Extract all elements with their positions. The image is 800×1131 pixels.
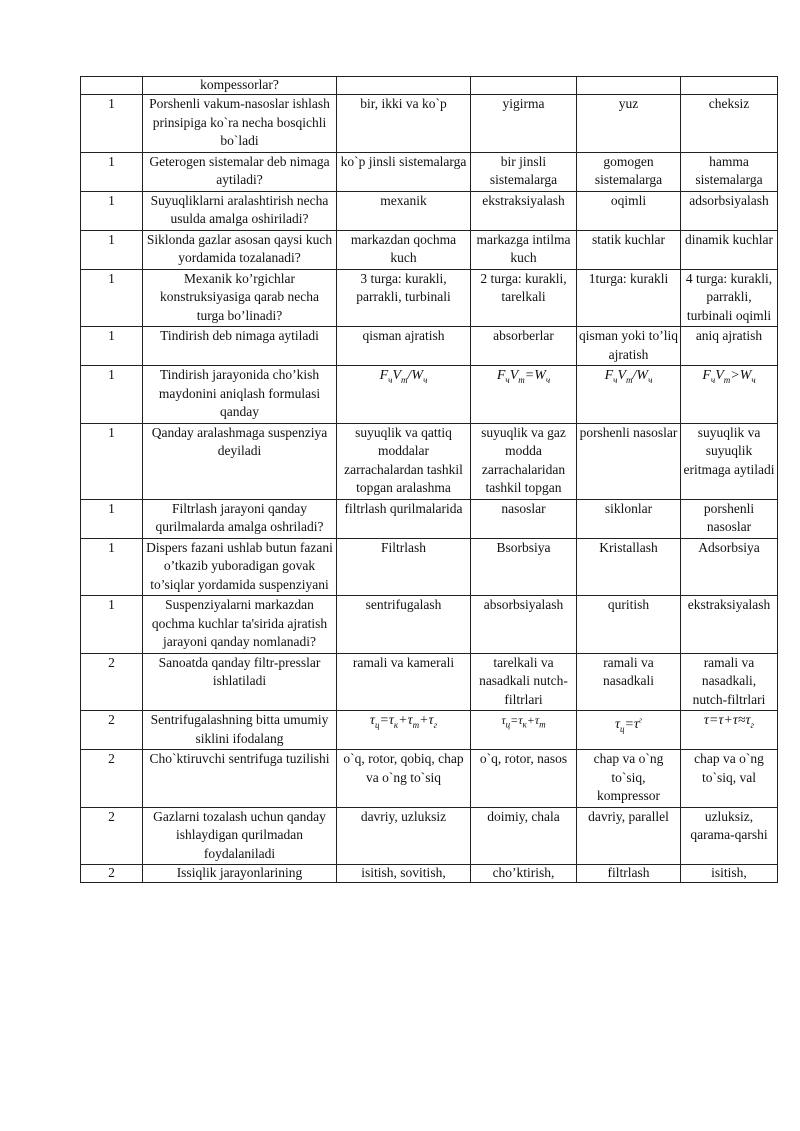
option-a-cell: 3 turga: kurakli, parrakli, turbinali: [337, 269, 471, 327]
table-row: [81, 191, 778, 230]
option-b-cell: cho’ktirish,: [471, 865, 577, 883]
option-d-cell: Adsorbsiya: [681, 538, 778, 596]
option-a-cell: qisman ajratish: [337, 327, 471, 366]
question-table: [80, 76, 778, 883]
option-d-cell: aniq ajratish: [681, 327, 778, 366]
option-c-formula: $F_чV_т/W_ч$: [577, 366, 681, 424]
table-row: [81, 366, 778, 424]
option-c-cell: 1turga: kurakli: [577, 269, 681, 327]
level-cell: 2: [81, 711, 143, 750]
table-row: [81, 596, 778, 654]
option-b-cell: absorbsiyalash: [471, 596, 577, 654]
option-b-cell: ekstraksiyalash: [471, 191, 577, 230]
option-d-cell: porshenli nasoslar: [681, 499, 778, 538]
level-cell: 1: [81, 538, 143, 596]
question-cell: Tindirish jarayonida cho’kish maydonini aniqlash formulasi qanday: [143, 366, 337, 424]
option-a-cell: davriy, uzluksiz: [337, 807, 471, 865]
level-cell: 2: [81, 807, 143, 865]
table-row: [81, 653, 778, 711]
option-a-formula: $\tau_ц=\tau_к+\tau_т+\tau_г$: [337, 711, 471, 750]
table-row: [81, 423, 778, 499]
question-cell: kompessorlar?: [143, 77, 337, 95]
level-cell: 1: [81, 327, 143, 366]
option-c-cell: [577, 77, 681, 95]
option-d-cell: dinamik kuchlar: [681, 230, 778, 269]
question-cell: Sentrifugalashning bitta umumiy siklini ifodalang: [143, 711, 337, 750]
question-cell: Gazlarni tozalash uchun qanday ishlaydigan qurilmadan foydalaniladi: [143, 807, 337, 865]
level-cell: 1: [81, 423, 143, 499]
option-c-cell: statik kuchlar: [577, 230, 681, 269]
option-b-cell: markazga intilma kuch: [471, 230, 577, 269]
option-c-cell: yuz: [577, 95, 681, 153]
option-c-cell: davriy, parallel: [577, 807, 681, 865]
level-cell: 2: [81, 865, 143, 883]
option-d-cell: ramali va nasadkali, nutch-filtrlari: [681, 653, 778, 711]
option-d-cell: uzluksiz, qarama-qarshi: [681, 807, 778, 865]
level-cell: 1: [81, 269, 143, 327]
option-d-cell: isitish,: [681, 865, 778, 883]
level-cell: 1: [81, 152, 143, 191]
option-d-cell: [681, 77, 778, 95]
option-d-cell: 4 turga: kurakli, parrakli, turbinali oqimli: [681, 269, 778, 327]
option-a-cell: mexanik: [337, 191, 471, 230]
option-a-cell: sentrifugalash: [337, 596, 471, 654]
table-row: [81, 77, 778, 95]
option-c-cell: filtrlash: [577, 865, 681, 883]
question-cell: Dispers fazani ushlab butun fazani o’tkazib yuboradigan govak to’siqlar yordamida suspenziyani: [143, 538, 337, 596]
option-c-cell: qisman yoki to’liq ajratish: [577, 327, 681, 366]
option-b-cell: doimiy, chala: [471, 807, 577, 865]
option-d-cell: hamma sistemalarga: [681, 152, 778, 191]
question-cell: Issiqlik jarayonlarining: [143, 865, 337, 883]
question-cell: Siklonda gazlar asosan qaysi kuch yordamida tozalanadi?: [143, 230, 337, 269]
question-cell: Sanoatda qanday filtr-presslar ishlatiladi: [143, 653, 337, 711]
question-cell: Qanday aralashmaga suspenziya deyiladi: [143, 423, 337, 499]
level-cell: 1: [81, 95, 143, 153]
option-b-formula: $F_чV_т=W_ч$: [471, 366, 577, 424]
option-b-cell: tarelkali va nasadkali nutch-filtrlari: [471, 653, 577, 711]
option-c-cell: chap va o`ng to`siq, kompressor: [577, 750, 681, 808]
question-cell: Tindirish deb nimaga aytiladi: [143, 327, 337, 366]
option-c-formula: $\tau_ц=\tau^г$: [577, 711, 681, 750]
table-row: [81, 152, 778, 191]
option-b-cell: yigirma: [471, 95, 577, 153]
level-cell: 1: [81, 499, 143, 538]
option-d-formula: $\tau=\tau+\tau\approx\tau_г$: [681, 711, 778, 750]
option-b-cell: [471, 77, 577, 95]
table-row: [81, 865, 778, 883]
option-d-cell: ekstraksiyalash: [681, 596, 778, 654]
table-row: [81, 230, 778, 269]
option-a-cell: isitish, sovitish,: [337, 865, 471, 883]
level-cell: 1: [81, 191, 143, 230]
option-b-cell: nasoslar: [471, 499, 577, 538]
option-a-cell: Filtrlash: [337, 538, 471, 596]
option-d-cell: suyuqlik va suyuqlik eritmaga aytiladi: [681, 423, 778, 499]
option-d-cell: chap va o`ng to`siq, val: [681, 750, 778, 808]
table-row: [81, 95, 778, 153]
option-b-cell: Bsorbsiya: [471, 538, 577, 596]
option-a-cell: [337, 77, 471, 95]
level-cell: 2: [81, 653, 143, 711]
table-row: [81, 327, 778, 366]
level-cell: 1: [81, 596, 143, 654]
table-row: [81, 711, 778, 750]
option-c-cell: gomogen sistemalarga: [577, 152, 681, 191]
option-b-cell: o`q, rotor, nasos: [471, 750, 577, 808]
option-a-cell: ramali va kamerali: [337, 653, 471, 711]
option-c-cell: quritish: [577, 596, 681, 654]
option-c-cell: porshenli nasoslar: [577, 423, 681, 499]
question-cell: Geterogen sistemalar deb nimaga aytiladi?: [143, 152, 337, 191]
table-row: [81, 538, 778, 596]
option-b-cell: bir jinsli sistemalarga: [471, 152, 577, 191]
option-b-cell: absorberlar: [471, 327, 577, 366]
question-cell: Porshenli vakum-nasoslar ishlash prinsipiga ko`ra necha bosqichli bo`ladi: [143, 95, 337, 153]
option-a-cell: bir, ikki va ko`p: [337, 95, 471, 153]
option-b-cell: 2 turga: kurakli, tarelkali: [471, 269, 577, 327]
table-row: [81, 499, 778, 538]
option-a-cell: markazdan qochma kuch: [337, 230, 471, 269]
option-c-cell: siklonlar: [577, 499, 681, 538]
table-row: [81, 750, 778, 808]
option-c-cell: ramali va nasadkali: [577, 653, 681, 711]
table-row: [81, 807, 778, 865]
option-a-formula: $F_чV_т/W_ч$: [337, 366, 471, 424]
level-cell: 1: [81, 230, 143, 269]
option-b-formula: $\tau_ц=\tau_к+\tau_т$: [471, 711, 577, 750]
option-d-formula: $F_чV_т>W_ч$: [681, 366, 778, 424]
level-cell: [81, 77, 143, 95]
option-c-cell: oqimli: [577, 191, 681, 230]
option-a-cell: ko`p jinsli sistemalarga: [337, 152, 471, 191]
level-cell: 1: [81, 366, 143, 424]
level-cell: 2: [81, 750, 143, 808]
option-a-cell: o`q, rotor, qobiq, chap va o`ng to`siq: [337, 750, 471, 808]
table-row: [81, 269, 778, 327]
option-c-cell: Kristallash: [577, 538, 681, 596]
question-cell: Suspenziyalarni markazdan qochma kuchlar ta'sirida ajratish jarayoni qanday nomlanadi?: [143, 596, 337, 654]
question-cell: Mexanik ko’rgichlar konstruksiyasiga qarab necha turga bo’linadi?: [143, 269, 337, 327]
question-cell: Cho`ktiruvchi sentrifuga tuzilishi: [143, 750, 337, 808]
question-cell: Filtrlash jarayoni qanday qurilmalarda amalga oshriladi?: [143, 499, 337, 538]
option-a-cell: suyuqlik va qattiq moddalar zarrachalardan tashkil topgan aralashma: [337, 423, 471, 499]
option-b-cell: suyuqlik va gaz modda zarrachalaridan tashkil topgan: [471, 423, 577, 499]
option-d-cell: cheksiz: [681, 95, 778, 153]
question-cell: Suyuqliklarni aralashtirish necha usulda amalga oshiriladi?: [143, 191, 337, 230]
option-a-cell: filtrlash qurilmalarida: [337, 499, 471, 538]
option-d-cell: adsorbsiyalash: [681, 191, 778, 230]
